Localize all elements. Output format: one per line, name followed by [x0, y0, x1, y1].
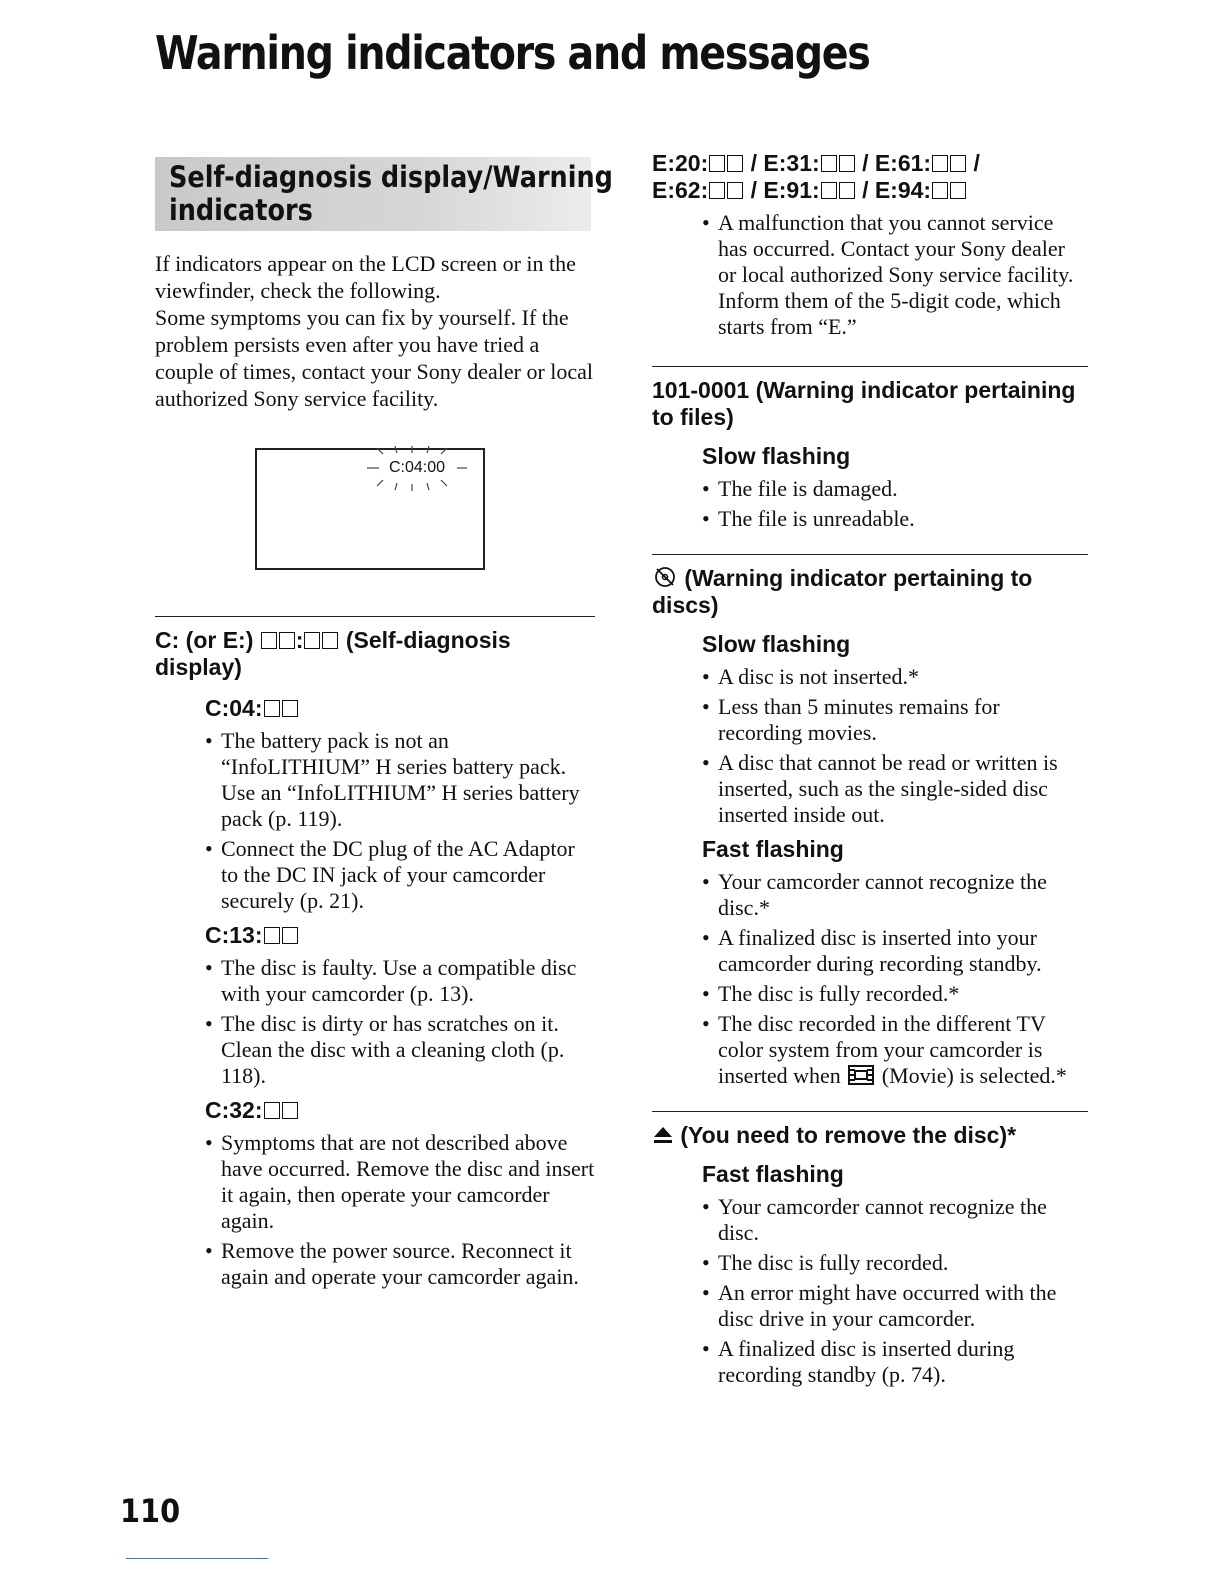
fast-flashing-label: Fast flashing — [702, 836, 844, 862]
section-title — [169, 161, 613, 227]
discs-slow-list — [702, 664, 1088, 828]
section-title-line1: Self-diagnosis display/Warning — [169, 160, 613, 194]
list-item: • Symptoms that are not described above have occurred. Remove the disc and insert it again, then operate your camcorder again. — [205, 1130, 595, 1234]
e-codes-list — [702, 210, 1088, 340]
page-number: 110 — [120, 1492, 181, 1530]
list-item: • The file is damaged. — [702, 476, 1088, 502]
list-item: • A finalized disc is inserted during recording standby (p. 74). — [702, 1336, 1088, 1388]
list-item: • A disc that cannot be read or written is inserted, such as the single-sided disc inserted inside out. — [702, 750, 1088, 828]
disc-warning-icon — [652, 565, 678, 589]
files-heading: 101-0001 (Warning indicator pertaining to files) — [652, 377, 1076, 430]
list-item: • A finalized disc is inserted into your camcorder during recording standby. — [702, 925, 1088, 977]
list-item: • Connect the DC plug of the AC Adaptor to the DC IN jack of your camcorder securely (p. 21). — [205, 836, 595, 914]
right-column — [652, 150, 1088, 1392]
list-item: • The battery pack is not an “InfoLITHIUM” H series battery pack. Use an “InfoLITHIUM” H series battery pack (p. 119). — [205, 728, 595, 832]
files-section — [702, 443, 1088, 532]
discs-heading: (Warning indicator pertaining to discs) — [652, 565, 1033, 618]
heading-text: C: (or E:) — [155, 627, 254, 653]
list-item: • Your camcorder cannot recognize the disc.* — [702, 869, 1088, 921]
discs-section — [702, 631, 1088, 1089]
intro-paragraph: If indicators appear on the LCD screen or in the viewfinder, check the following. — [155, 251, 576, 303]
heading-text: (Self-diagnosis — [345, 627, 511, 653]
divider — [652, 554, 1088, 555]
list-item: • The disc recorded in the different TV color system from your camcorder is inserted when (Movie) is selected.* — [702, 1011, 1088, 1089]
divider — [155, 616, 595, 617]
discs-fast-list — [702, 869, 1088, 1089]
code-c04-list — [205, 728, 595, 914]
remove-disc-heading: (You need to remove the disc)* — [652, 1122, 1088, 1149]
remove-disc-list — [702, 1194, 1088, 1388]
intro-paragraph: Some symptoms you can fix by yourself. If the problem persists even after you have tried a couple of times, contact your Sony dealer or local authorized Sony service facility. — [155, 305, 594, 411]
eject-icon — [652, 1124, 674, 1146]
lcd-screen-illustration — [255, 448, 485, 570]
remove-disc-section — [702, 1161, 1088, 1388]
code-c32-label: C:32: — [205, 1097, 595, 1124]
error-code-display: C:04:00 — [389, 459, 446, 476]
list-item: • The disc is faulty. Use a compatible disc with your camcorder (p. 13). — [205, 955, 595, 1007]
movie-icon — [846, 1064, 876, 1086]
page-title: Warning indicators and messages — [155, 26, 870, 80]
self-diagnosis-heading: C: (or E:) : (Self-diagnosis display) — [155, 627, 511, 680]
list-item: • The disc is fully recorded.* — [702, 981, 1088, 1007]
footer-link-line — [126, 1558, 268, 1559]
list-item: • The file is unreadable. — [702, 506, 1088, 532]
list-item: • An error might have occurred with the disc drive in your camcorder. — [702, 1280, 1088, 1332]
code-c13-section — [205, 922, 595, 1089]
e-codes-heading: E:20: / E:31: / E:61: / E:62: / E:91: / E:94: — [652, 150, 980, 203]
slow-flashing-label: Slow flashing — [702, 631, 851, 657]
list-item: • The disc is fully recorded. — [702, 1250, 1088, 1276]
list-item: • A malfunction that you cannot service has occurred. Contact your Sony dealer or local authorized Sony service facility. Inform them of the 5-digit code, which starts from “E.” — [702, 210, 1088, 340]
code-c32-list — [205, 1130, 595, 1290]
list-item: • Remove the power source. Reconnect it again and operate your camcorder again. — [205, 1238, 595, 1290]
divider — [652, 1111, 1088, 1112]
code-c04-label: C:04: — [205, 695, 595, 722]
left-column — [155, 250, 595, 1294]
intro-text — [155, 250, 595, 412]
section-banner — [155, 157, 613, 231]
code-c13-label: C:13: — [205, 922, 595, 949]
code-c32-section — [205, 1097, 595, 1290]
files-list — [702, 476, 1088, 532]
list-item: • Less than 5 minutes remains for recording movies. — [702, 694, 1088, 746]
list-item: • Your camcorder cannot recognize the disc. — [702, 1194, 1088, 1246]
heading-text: display) — [155, 654, 242, 680]
list-item: • The disc is dirty or has scratches on it. Clean the disc with a cleaning cloth (p. 118). — [205, 1011, 595, 1089]
slow-flashing-label: Slow flashing — [702, 443, 851, 469]
code-c13-list — [205, 955, 595, 1089]
section-title-line2: indicators — [169, 193, 313, 227]
divider — [652, 366, 1088, 367]
fast-flashing-label: Fast flashing — [702, 1161, 844, 1187]
code-c04-section — [205, 695, 595, 914]
list-item: • A disc is not inserted.* — [702, 664, 1088, 690]
